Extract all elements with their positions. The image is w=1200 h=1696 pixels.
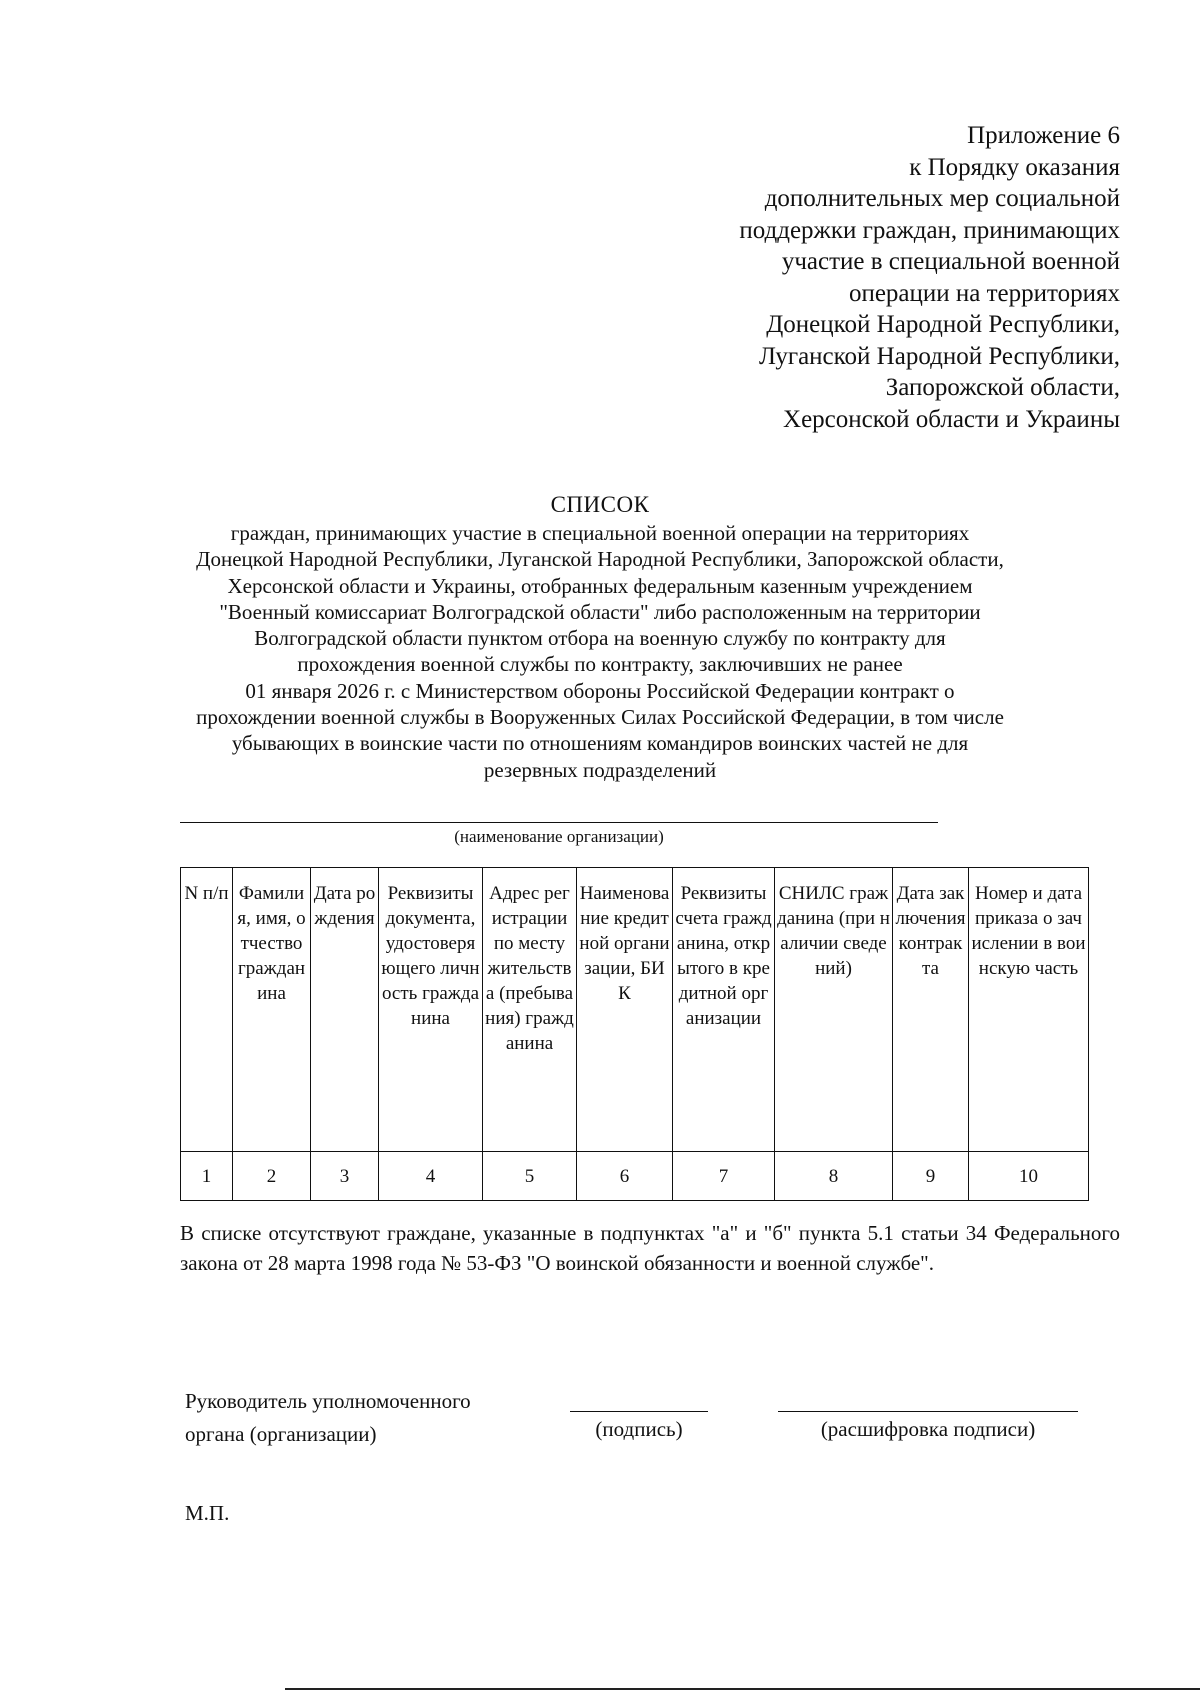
column-header-account-details: Реквизиты счета гражданина, открытого в кредитной организации xyxy=(673,868,775,1152)
document-title: СПИСОК xyxy=(550,492,650,517)
signatory-position-line: Руководитель уполномоченного xyxy=(185,1389,471,1413)
signature-caption: (подпись) xyxy=(595,1417,683,1441)
annex-line: Приложение 6 xyxy=(967,122,1120,149)
subtitle-line: прохождении военной службы в Вооруженных Силах Российской Федерации, в том числе xyxy=(196,705,1004,730)
name-decoding-line xyxy=(778,1411,1078,1412)
annex-line: Херсонской области и Украины xyxy=(783,405,1120,433)
signatory-position-line: органа (организации) xyxy=(185,1422,377,1446)
subtitle-line: Донецкой Народной Республики, Луганской Народной Республики, Запорожской области, xyxy=(196,547,1004,572)
organization-name-line xyxy=(180,822,938,823)
table-column-numbers-row xyxy=(181,1152,1089,1201)
annex-line: Запорожской области, xyxy=(885,374,1120,401)
signature-line xyxy=(570,1411,708,1412)
subtitle-line: Херсонской области и Украины, отобранных федеральным казенным учреждением xyxy=(227,573,973,598)
annex-line: дополнительных мер социальной xyxy=(764,185,1120,212)
signatory-position xyxy=(185,1385,471,1451)
annex-line: Луганской Народной Республики, xyxy=(759,342,1120,370)
subtitle-line: "Военный комиссариат Волгоградской области" либо расположенным на территории xyxy=(219,599,981,624)
subtitle-line: 01 января 2026 г. с Министерством обороны Российской Федерации контракт о xyxy=(245,678,955,703)
annex-header xyxy=(600,120,1120,435)
table-cell: 8 xyxy=(775,1152,893,1201)
document-subtitle xyxy=(150,520,1050,783)
subtitle-line: прохождения военной службы по контракту, заключивших не ранее xyxy=(297,652,903,677)
annex-line: к Порядку оказания xyxy=(909,153,1120,181)
name-decoding-caption: (расшифровка подписи) xyxy=(820,1417,1036,1441)
table-cell: 7 xyxy=(673,1152,775,1201)
table-header-row xyxy=(181,868,1089,1152)
table-cell: 1 xyxy=(181,1152,233,1201)
annex-line: Донецкой Народной Республики, xyxy=(766,311,1120,338)
annex-line: участие в специальной военной xyxy=(781,248,1120,275)
table-cell: 5 xyxy=(483,1152,577,1201)
table-cell: 6 xyxy=(577,1152,673,1201)
table-cell: 4 xyxy=(379,1152,483,1201)
stamp-placeholder: М.П. xyxy=(185,1501,230,1525)
column-header-registration-address: Адрес регистрации по месту жительства (пребывания) гражданина xyxy=(483,868,577,1152)
subtitle-line: граждан, принимающих участие в специальной военной операции на территориях xyxy=(230,521,970,545)
annex-line: поддержки граждан, принимающих xyxy=(739,216,1120,244)
document-heading xyxy=(150,490,1050,783)
citizens-table xyxy=(180,867,1089,1201)
organization-caption: (наименование организации) xyxy=(454,827,664,846)
column-header-enrollment-order: Номер и дата приказа о зачислении в воинскую часть xyxy=(969,868,1089,1152)
subtitle-line: Волгоградской области пунктом отбора на военную службу по контракту для xyxy=(254,626,946,651)
scan-edge-line xyxy=(285,1688,1200,1690)
column-header-contract-date: Дата заключения контракта xyxy=(893,868,969,1152)
column-header-full-name: Фамилия, имя, отчество гражданина xyxy=(233,868,311,1152)
column-header-birth-date: Дата рождения xyxy=(311,868,379,1152)
subtitle-line: убывающих в воинские части по отношениям командиров воинских частей не для xyxy=(231,731,969,756)
table-cell: 3 xyxy=(311,1152,379,1201)
column-header-identity-document: Реквизиты документа, удостоверяющего личность гражданина xyxy=(379,868,483,1152)
annex-line: операции на территориях xyxy=(848,279,1120,307)
table-cell: 9 xyxy=(893,1152,969,1201)
column-header-bank-name: Наименование кредитной организации, БИК xyxy=(577,868,673,1152)
absence-note: В списке отсутствуют граждане, указанные в подпунктах "а" и "б" пункта 5.1 статьи 34 Федерального закона от 28 марта 1998 года № 53-ФЗ "О воинской обязанности и военной службе". xyxy=(180,1221,1120,1275)
column-header-number: N п/п xyxy=(181,868,233,1152)
column-header-snils: СНИЛС гражданина (при наличии сведений) xyxy=(775,868,893,1152)
table-cell: 2 xyxy=(233,1152,311,1201)
subtitle-line: резервных подразделений xyxy=(483,757,717,782)
table-cell: 10 xyxy=(969,1152,1089,1201)
